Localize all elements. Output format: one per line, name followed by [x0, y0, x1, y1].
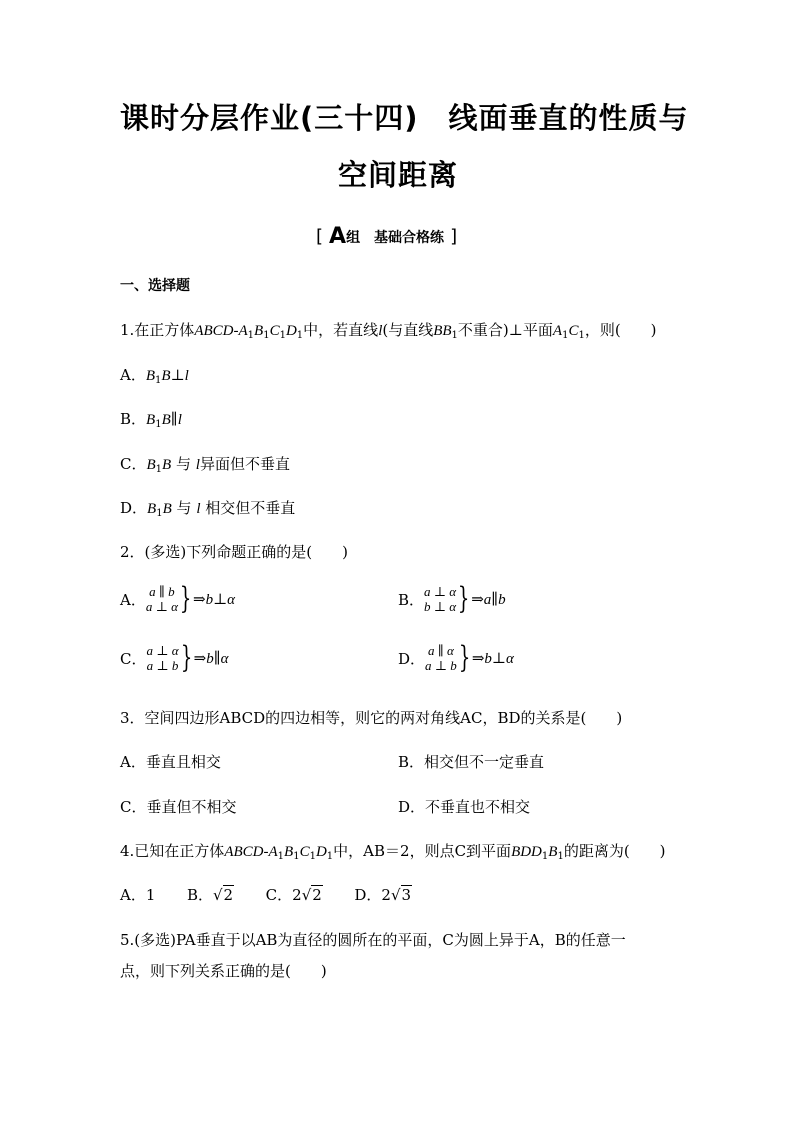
question-1-option-c[interactable]: C．$B_1B$ 与 l异面但不垂直: [120, 455, 290, 475]
question-4-option-a[interactable]: A．1: [120, 886, 156, 904]
question-4-options: [120, 884, 412, 905]
sqrt-icon: √3: [390, 886, 412, 904]
sqrt-icon: √2: [301, 886, 322, 904]
bracket-open: [: [316, 226, 324, 247]
group-label: [316, 224, 457, 249]
page-title-line2: 空间距离: [338, 158, 459, 192]
bracket-close: ]: [450, 226, 458, 247]
question-1-option-b[interactable]: B．$B_1B\parallel l$: [120, 410, 182, 430]
group-title: 组 基础合格练: [346, 229, 445, 246]
question-3-option-b[interactable]: B．相交但不一定垂直: [398, 753, 545, 771]
brace-icon: }: [179, 581, 192, 616]
question-5-stem-line1: 5.(多选)PA垂直于以AB为直径的圆所在的平面，C为圆上异于A，B的任意一: [120, 931, 626, 949]
question-1-stem: 1.在正方体ABCD-$A_1B_1C_1D_1$中，若直线l(与直线$BB_1$不重合)⊥平面$A_1C_1$，则( ): [120, 321, 657, 341]
question-4-stem: 4.已知在正方体ABCD-$A_1B_1C_1D_1$中，AB＝2，则点C到平面$BDD_1B_1$的距离为( ): [120, 842, 666, 862]
question-3-option-a[interactable]: A．垂直且相交: [120, 753, 221, 771]
question-2-stem: 2．(多选)下列命题正确的是( ): [120, 543, 348, 561]
page-title-line1: 课时分层作业(三十四) 线面垂直的性质与: [120, 101, 689, 135]
question-4-option-d[interactable]: D．2√3: [354, 886, 412, 904]
question-3-option-d[interactable]: D．不垂直也不相交: [398, 798, 531, 816]
question-2-option-d[interactable]: D． a ∥ α a ⊥ b } ⇒b⊥α: [398, 640, 514, 675]
sqrt-icon: √2: [212, 886, 234, 904]
question-2-option-b[interactable]: B． a ⊥ α b ⊥ α } ⇒a∥b: [398, 581, 506, 616]
question-1-option-a[interactable]: A．$B_1B\perp l$: [120, 366, 189, 386]
brace-icon: }: [180, 640, 192, 675]
group-letter: A: [329, 224, 347, 249]
question-1-option-d[interactable]: D．$B_1B$ 与 l 相交但不垂直: [120, 499, 296, 519]
brace-icon: }: [457, 581, 470, 616]
question-2-option-c[interactable]: C． a ⊥ α a ⊥ b } ⇒b∥α: [120, 640, 229, 675]
brace-icon: }: [458, 640, 471, 675]
question-3-option-c[interactable]: C．垂直但不相交: [120, 798, 237, 816]
question-4-option-b[interactable]: B．√2: [186, 886, 234, 904]
question-2-option-a[interactable]: A． a ∥ b a ⊥ α } ⇒b⊥α: [120, 581, 236, 616]
question-3-stem: 3．空间四边形ABCD的四边相等，则它的两对角线AC，BD的关系是( ): [120, 709, 623, 727]
question-4-option-c[interactable]: C．2√2: [265, 886, 322, 904]
question-5-stem-line2: 点，则下列关系正确的是( ): [120, 962, 327, 980]
section-heading: 一、选择题: [120, 278, 190, 294]
